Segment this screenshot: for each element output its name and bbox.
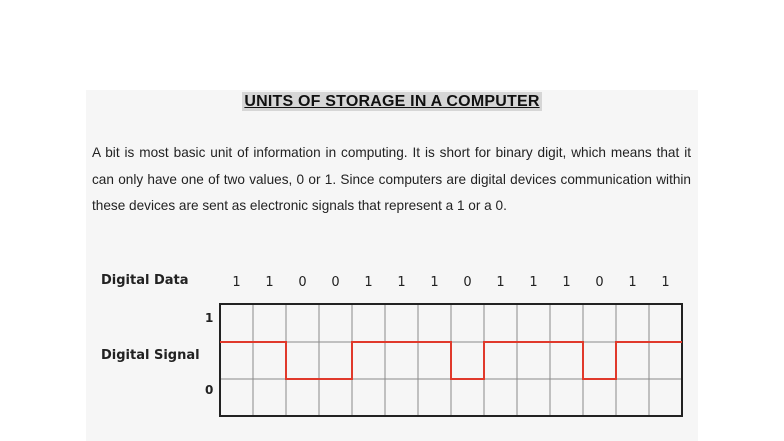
digital-data-label: Digital Data — [101, 273, 189, 288]
bits-row — [232, 275, 669, 290]
bit-label: 1 — [397, 275, 406, 290]
bit-label: 0 — [331, 275, 340, 290]
high-level-label: 1 — [205, 311, 214, 325]
bit-label: 1 — [430, 275, 439, 290]
bit-label: 1 — [265, 275, 274, 290]
low-level-label: 0 — [205, 383, 214, 397]
bit-label: 1 — [661, 275, 670, 290]
bit-label: 0 — [595, 275, 604, 290]
bit-label: 1 — [364, 275, 373, 290]
bit-label: 1 — [496, 275, 505, 290]
signal-waveform — [220, 342, 682, 379]
bit-label: 0 — [298, 275, 307, 290]
digital-signal-label: Digital Signal — [101, 348, 200, 363]
intro-paragraph: A bit is most basic unit of information in computing. It is short for binary digit, which means that it can only have one of two values, 0 or 1. Since computers are digital devices communication within these devices are sent as electronic signals that represent a 1 or a 0. — [92, 145, 691, 213]
title-text: UNITS OF STORAGE IN A COMPUTER — [244, 93, 540, 110]
bit-label: 1 — [562, 275, 571, 290]
bit-label: 1 — [628, 275, 637, 290]
bit-label: 1 — [232, 275, 241, 290]
bit-label: 1 — [529, 275, 538, 290]
bit-label: 0 — [463, 275, 472, 290]
